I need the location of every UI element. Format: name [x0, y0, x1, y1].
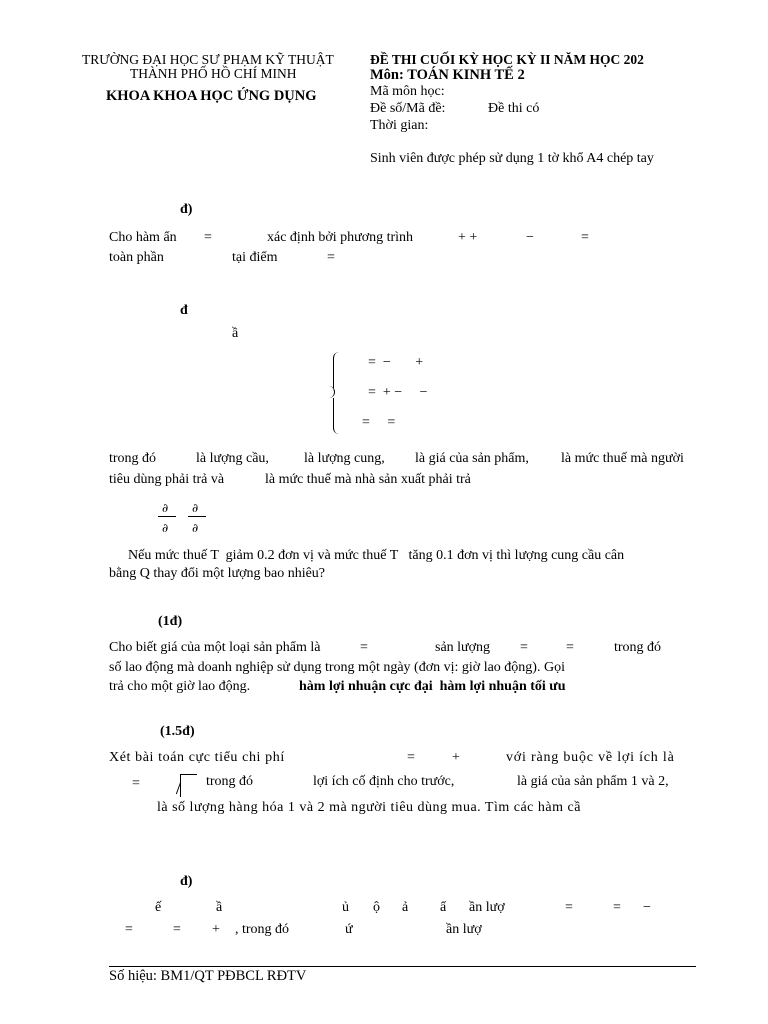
q2-desc2-b: là mức thuế mà nhà sản xuất phải trả	[265, 472, 471, 487]
q2-points: đ	[180, 303, 188, 318]
q2-desc1-e: là mức thuế mà người	[561, 451, 684, 466]
system-row-3: = =	[362, 415, 396, 430]
course-code-label: Mã môn học:	[370, 84, 445, 99]
q3-line1-c: trong đó	[614, 640, 662, 655]
footer-divider	[109, 966, 696, 967]
q1-points: đ)	[180, 202, 193, 217]
q5-line2-eq1: =	[125, 922, 133, 937]
q5-frag-a: ế	[155, 900, 162, 915]
q5-frag-c: ủ	[342, 900, 349, 915]
q1-line1-text-b: xác định bởi phương trình	[267, 230, 414, 245]
form-code: Số hiệu: BM1/QT PĐBCL RĐTV	[109, 968, 307, 984]
q4-points: (1.5đ)	[160, 724, 195, 739]
system-row-2: = + − −	[368, 385, 428, 400]
partial-den-1: ∂	[162, 521, 169, 535]
q3-line1-a: Cho biết giá của một loại sản phẩm là	[109, 640, 321, 655]
q3-line1-eq1: =	[360, 640, 368, 655]
q5-line2-c: ần lượ	[446, 922, 482, 937]
q2-desc1-d: là giá của sản phẩm,	[415, 451, 529, 466]
system-brace-bottom	[333, 398, 340, 434]
time-label: Thời gian:	[370, 118, 429, 133]
q4-line2-eq: =	[132, 776, 140, 791]
q4-line2-a: trong đó	[206, 774, 254, 789]
q5-line1-minus: −	[643, 900, 651, 915]
exam-code-value: Đề thi có	[488, 101, 540, 116]
q5-frag-b: ầ	[216, 900, 223, 915]
partial-den-2: ∂	[192, 521, 199, 535]
q5-points: đ)	[180, 874, 193, 889]
partial-num-2: ∂	[192, 501, 199, 515]
q5-frag-f: ẩ	[440, 900, 447, 915]
q2-desc1-c: là lượng cung,	[304, 451, 385, 466]
q2-desc1-a: trong đó	[109, 451, 157, 466]
sqrt-sign-bar	[180, 774, 197, 797]
allowed-material-note: Sinh viên được phép sử dụng 1 tờ khổ A4 chép tay	[370, 151, 654, 166]
q5-line2-eq2: =	[173, 922, 181, 937]
q2-desc1-b: là lượng cầu,	[196, 451, 269, 466]
q2-fragment: ầ	[232, 326, 239, 341]
q1-line2-eq: =	[327, 250, 335, 265]
q1-line2-text-b: tại điểm	[232, 250, 278, 265]
q2-task-line2: bằng Q thay đổi một lượng bao nhiêu?	[109, 566, 326, 581]
system-brace-tip	[328, 386, 335, 398]
q3-line2: số lao động mà doanh nghiệp sử dụng trong một ngày (đơn vị: giờ lao động). Gọi	[109, 660, 565, 675]
q1-line1-text-a: Cho hàm ẩn	[109, 230, 177, 245]
q2-desc2-a: tiêu dùng phải trả và	[109, 472, 225, 487]
q5-line2-a: , trong đó	[235, 922, 290, 937]
q1-line1-minus: −	[526, 230, 534, 245]
exam-subject: Môn: TOÁN KINH TẾ 2	[370, 67, 525, 83]
partial-bar-2	[188, 516, 206, 517]
q5-frag-d: ộ	[373, 900, 380, 915]
q2-task-line1: Nếu mức thuế T giảm 0.2 đơn vị và mức thuế T tăng 0.1 đơn vị thì lượng cung cầu cân	[128, 548, 625, 563]
q3-points: (1đ)	[158, 614, 183, 629]
partial-bar-1	[158, 516, 176, 517]
partial-num-1: ∂	[162, 501, 169, 515]
q3-line1-b: sản lượng	[435, 640, 491, 655]
q3-line1-eq3: =	[566, 640, 574, 655]
q5-line1-eq2: =	[613, 900, 621, 915]
q3-line3-a: trả cho một giờ lao động.	[109, 679, 251, 694]
q1-line2-text-a: toàn phần	[109, 250, 164, 265]
q4-line1-a: Xét bài toán cực tiểu chi phí	[109, 750, 285, 765]
q1-line1-eq2: =	[581, 230, 589, 245]
q1-line1-ops: + +	[458, 230, 478, 245]
faculty-name: KHOA KHOA HỌC ỨNG DỤNG	[106, 88, 317, 104]
q4-line2-b: lợi ích cố định cho trước,	[313, 774, 455, 789]
system-brace-top	[333, 352, 340, 388]
q5-line2-b: ứ	[345, 922, 353, 937]
school-name-line2: THÀNH PHỐ HỒ CHÍ MINH	[130, 66, 297, 81]
exam-code-label: Đề số/Mã đề:	[370, 101, 446, 116]
q1-line1-eq1: =	[204, 230, 212, 245]
q4-line3: là số lượng hàng hóa 1 và 2 mà người tiêu dùng mua. Tìm các hàm cầ	[157, 800, 581, 815]
q3-line3-b: hàm lợi nhuận cực đại hàm lợi nhuận tối ưu	[299, 679, 566, 694]
q5-frag-g: ần lượ	[469, 900, 505, 915]
q4-line1-b: với ràng buộc về lợi ích là	[506, 750, 675, 765]
q3-line1-eq2: =	[520, 640, 528, 655]
q4-line2-c: là giá của sản phẩm 1 và 2,	[517, 774, 669, 789]
exam-title: ĐỀ THI CUỐI KỲ HỌC KỲ II NĂM HỌC 202	[370, 52, 644, 67]
q4-line1-eq: =	[407, 750, 415, 765]
q5-frag-e: ả	[402, 900, 409, 915]
school-name-line1: TRƯỜNG ĐẠI HỌC SƯ PHẠM KỸ THUẬT	[82, 52, 334, 67]
q5-line2-plus: +	[212, 922, 220, 937]
system-row-1: = − +	[368, 355, 424, 370]
q4-line1-plus: +	[452, 750, 460, 765]
q5-line1-eq1: =	[565, 900, 573, 915]
